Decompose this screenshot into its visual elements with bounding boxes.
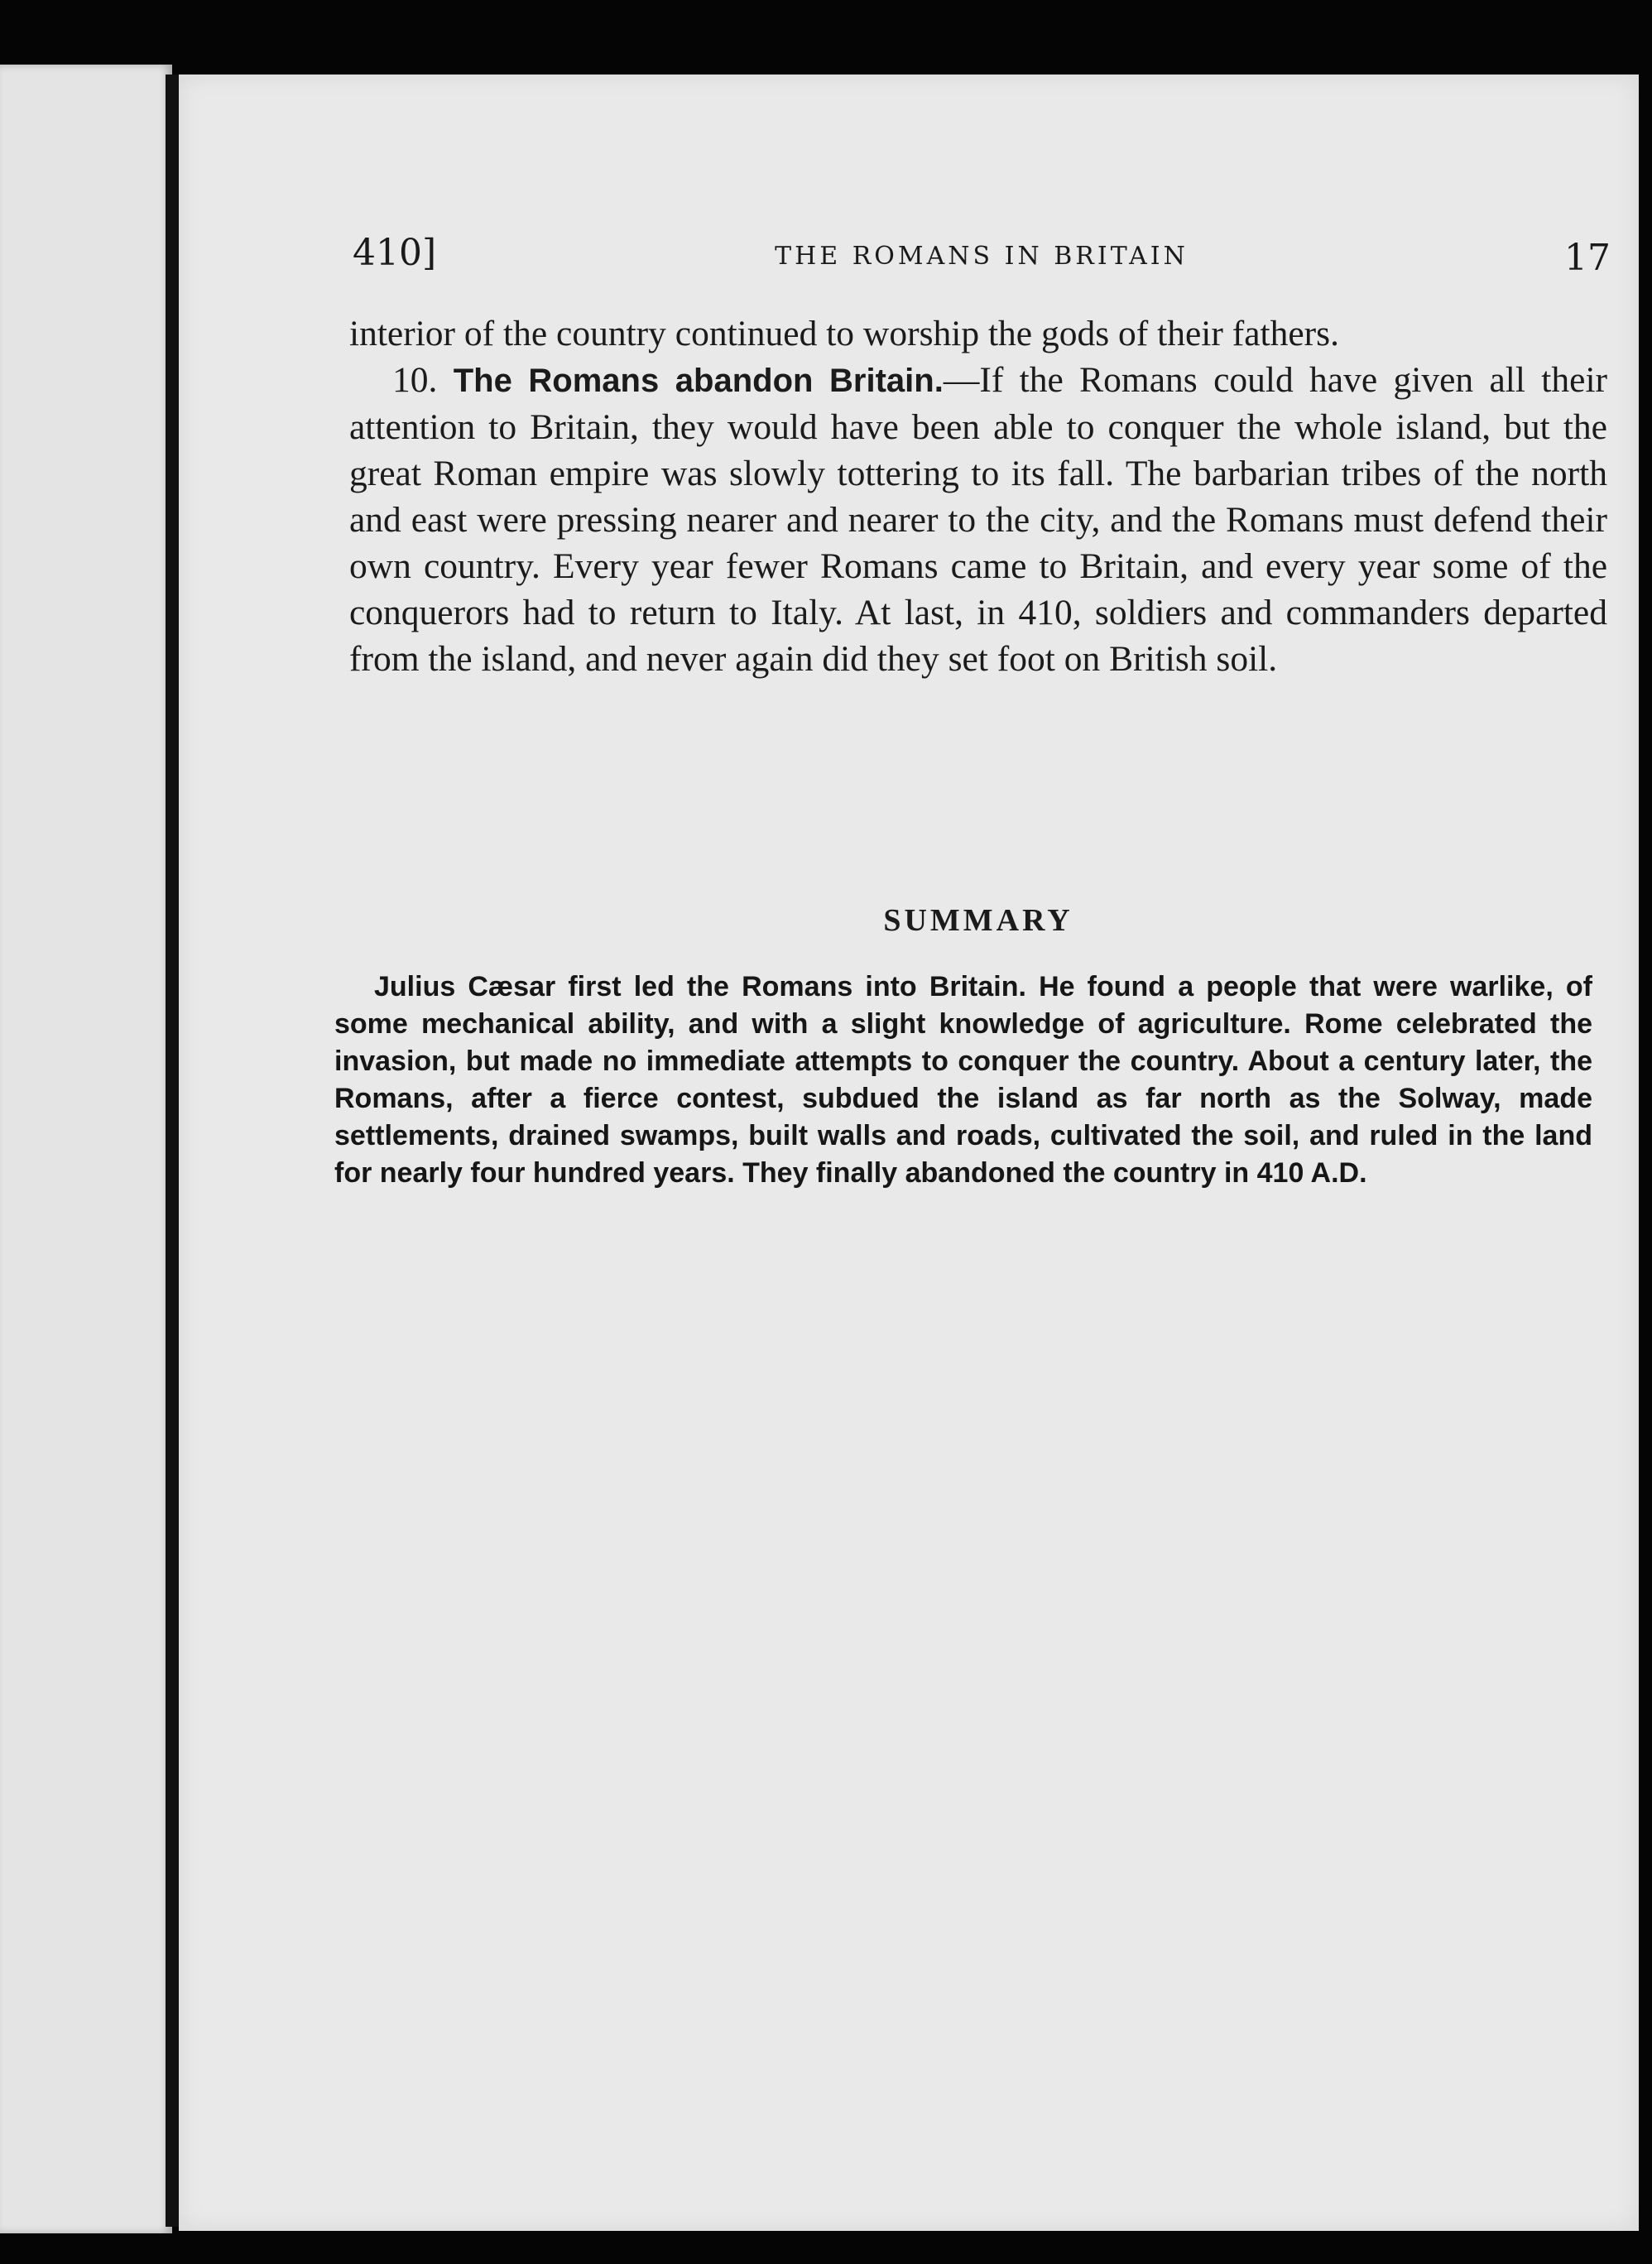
section-heading: The Romans abandon Britain. <box>453 363 944 399</box>
running-title: THE ROMANS IN BRITAIN <box>775 242 1189 271</box>
summary-heading: SUMMARY <box>883 903 1073 938</box>
summary-paragraph: Julius Cæsar first led the Romans into Britain. He found a people that were warlike, of some mechanical ability, and with a slight knowledge of agriculture. Rome celebrated the invasion, but made no immediate attempts to conquer the country. About a century later, the Romans, after a fierce contest, subdued the island as far north as the Solway, made settlements, drained swamps, built walls and roads, cultivated the soil, and ruled in the land for nearly four hundred years. They finally abandoned the country in 410 A.D. <box>334 971 1592 1189</box>
page-number: 17 <box>1564 237 1611 279</box>
running-header <box>353 232 1611 290</box>
section-paragraph <box>349 357 1607 682</box>
page-reference: 410] <box>353 232 437 274</box>
section-text: —If the Romans could have given all their attention to Britain, they would have been able to conquer the whole island, but the great Roman empire was slowly tottering to its fall. The barbarian tribes of the north and east were pressing nearer and nearer to the city, and the Romans must defend their own country. Every year fewer Romans came to Britain, and every year some of the conquerors had to return to Italy. At last, in 410, soldiers and commanders departed from the island, and never again did they set foot on British soil. <box>349 360 1608 679</box>
book-gutter <box>166 75 179 2227</box>
section-number: 10. <box>392 360 438 400</box>
book-page <box>179 75 1639 2231</box>
summary-block <box>334 969 1592 1192</box>
continuation-paragraph: interior of the country continued to worship the gods of their fathers. <box>349 314 1339 353</box>
body-text <box>349 310 1607 682</box>
facing-page-edge <box>0 65 172 2233</box>
